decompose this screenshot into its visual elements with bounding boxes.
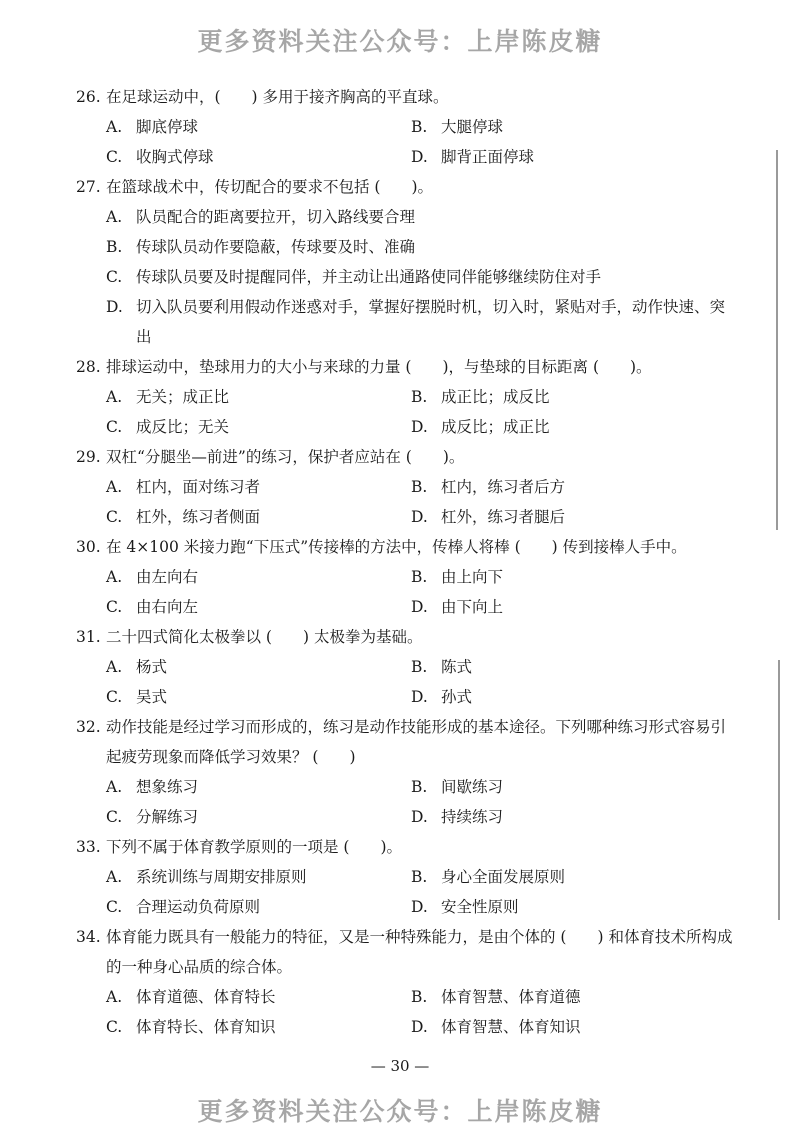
question-item <box>76 922 736 1042</box>
option-text: 无关；成正比 <box>136 388 230 406</box>
answer-option <box>106 892 411 922</box>
answer-option <box>411 592 716 622</box>
option-key: D. <box>411 418 428 436</box>
option-key: A. <box>106 568 123 586</box>
option-text: 杠外，练习者侧面 <box>136 508 261 526</box>
option-key: D. <box>411 1018 428 1036</box>
answer-option <box>106 382 411 412</box>
answer-option <box>411 682 716 712</box>
answer-option <box>106 502 411 532</box>
answer-option <box>106 472 411 502</box>
option-text: 由上向下 <box>441 568 504 586</box>
option-text: 持续练习 <box>441 808 504 826</box>
answer-option <box>411 892 716 922</box>
answer-option <box>411 652 716 682</box>
option-key: B. <box>411 988 428 1006</box>
answer-option <box>106 412 411 442</box>
option-key: A. <box>106 658 123 676</box>
option-key: C. <box>106 418 123 436</box>
answer-option <box>106 202 736 232</box>
answer-option <box>411 382 716 412</box>
answer-option <box>106 232 736 262</box>
option-text: 队员配合的距离要拉开，切入路线要合理 <box>136 208 416 226</box>
option-text: 体育特长、体育知识 <box>136 1018 276 1036</box>
answer-option <box>411 772 716 802</box>
answer-option <box>106 592 411 622</box>
option-text: 陈式 <box>441 658 473 676</box>
option-key: A. <box>106 388 123 406</box>
option-key: A. <box>106 208 123 226</box>
option-text: 体育智慧、体育道德 <box>441 988 581 1006</box>
question-stem <box>76 832 736 862</box>
option-group <box>76 202 736 352</box>
answer-option <box>106 562 411 592</box>
option-key: C. <box>106 1018 123 1036</box>
option-text: 成反比；无关 <box>136 418 230 436</box>
question-number: 33. <box>76 838 101 856</box>
question-text: 在 4×100 米接力跑“下压式”传接棒的方法中，传棒人将棒 ( ) 传到接棒人手中。 <box>106 538 687 556</box>
option-key: C. <box>106 268 123 286</box>
question-item <box>76 622 736 712</box>
option-text: 切入队员要利用假动作迷惑对手，掌握好摆脱时机，切入时，紧贴对手，动作快速、突出 <box>136 298 726 346</box>
option-text: 想象练习 <box>136 778 199 796</box>
answer-option <box>411 472 716 502</box>
question-text: 在篮球战术中，传切配合的要求不包括 ( )。 <box>106 178 434 196</box>
question-stem <box>76 532 736 562</box>
option-text: 脚底停球 <box>136 118 199 136</box>
answer-option <box>106 262 736 292</box>
question-text: 二十四式简化太极拳以 ( ) 太极拳为基础。 <box>106 628 423 646</box>
option-text: 体育道德、体育特长 <box>136 988 276 1006</box>
question-item <box>76 352 736 442</box>
option-key: A. <box>106 868 123 886</box>
option-key: B. <box>411 568 428 586</box>
option-key: B. <box>411 478 428 496</box>
question-item <box>76 712 736 832</box>
question-number: 28. <box>76 358 101 376</box>
question-number: 34. <box>76 928 101 946</box>
option-key: A. <box>106 478 123 496</box>
question-item <box>76 82 736 172</box>
option-text: 身心全面发展原则 <box>441 868 566 886</box>
answer-option <box>106 862 411 892</box>
option-group <box>76 562 736 622</box>
question-item <box>76 172 736 352</box>
answer-option <box>411 862 716 892</box>
question-stem <box>76 922 736 982</box>
option-key: A. <box>106 778 123 796</box>
answer-option <box>106 292 736 352</box>
option-text: 合理运动负荷原则 <box>136 898 261 916</box>
option-text: 成反比；成正比 <box>441 418 550 436</box>
option-text: 体育智慧、体育知识 <box>441 1018 581 1036</box>
answer-option <box>106 112 411 142</box>
answer-option <box>411 142 716 172</box>
scan-edge-line <box>778 660 780 920</box>
option-key: D. <box>411 808 428 826</box>
question-text: 动作技能是经过学习而形成的，练习是动作技能形成的基本途径。下列哪种练习形式容易引起疲劳现象而降低学习效果？ ( ) <box>106 718 727 766</box>
option-group <box>76 862 736 922</box>
option-key: D. <box>106 298 123 316</box>
option-key: C. <box>106 508 123 526</box>
option-text: 由右向左 <box>136 598 199 616</box>
question-number: 29. <box>76 448 101 466</box>
question-number: 27. <box>76 178 101 196</box>
answer-option <box>411 112 716 142</box>
option-key: A. <box>106 118 123 136</box>
option-text: 间歇练习 <box>441 778 504 796</box>
answer-option <box>106 802 411 832</box>
option-text: 收胸式停球 <box>136 148 214 166</box>
option-text: 杠内，练习者后方 <box>441 478 566 496</box>
answer-option <box>411 562 716 592</box>
question-text: 排球运动中，垫球用力的大小与来球的力量 ( )，与垫球的目标距离 ( )。 <box>106 358 652 376</box>
option-text: 由左向右 <box>136 568 199 586</box>
question-item <box>76 532 736 622</box>
question-item <box>76 442 736 532</box>
answer-option <box>106 142 411 172</box>
option-key: C. <box>106 808 123 826</box>
option-key: C. <box>106 688 123 706</box>
answer-option <box>106 652 411 682</box>
question-stem <box>76 442 736 472</box>
option-key: B. <box>411 778 428 796</box>
option-key: C. <box>106 898 123 916</box>
option-text: 孙式 <box>441 688 473 706</box>
question-list <box>76 82 736 1042</box>
option-text: 传球队员动作要隐蔽，传球要及时、准确 <box>136 238 416 256</box>
option-key: C. <box>106 598 123 616</box>
scan-edge-line <box>776 150 778 530</box>
answer-option <box>411 982 716 1012</box>
option-text: 由下向上 <box>441 598 504 616</box>
watermark-banner-bottom: 更多资料关注公众号：上岸陈皮糖 <box>197 1097 603 1126</box>
option-text: 传球队员要及时提醒同伴，并主动让出通路使同伴能够继续防住对手 <box>136 268 602 286</box>
option-key: B. <box>411 868 428 886</box>
answer-option <box>106 1012 411 1042</box>
option-key: A. <box>106 988 123 1006</box>
option-text: 杨式 <box>136 658 168 676</box>
question-number: 26. <box>76 88 101 106</box>
option-group <box>76 772 736 832</box>
option-text: 大腿停球 <box>441 118 504 136</box>
answer-option <box>106 682 411 712</box>
option-text: 安全性原则 <box>441 898 519 916</box>
question-stem <box>76 712 736 772</box>
option-text: 系统训练与周期安排原则 <box>136 868 307 886</box>
option-key: B. <box>411 118 428 136</box>
question-item <box>76 832 736 922</box>
option-key: B. <box>106 238 123 256</box>
answer-option <box>106 982 411 1012</box>
option-group <box>76 652 736 712</box>
option-text: 吴式 <box>136 688 168 706</box>
question-text: 在足球运动中，( ) 多用于接齐胸高的平直球。 <box>106 88 449 106</box>
option-group <box>76 112 736 172</box>
question-stem <box>76 172 736 202</box>
option-key: D. <box>411 598 428 616</box>
option-group <box>76 982 736 1042</box>
option-key: B. <box>411 388 428 406</box>
option-key: C. <box>106 148 123 166</box>
question-stem <box>76 352 736 382</box>
page-number: — 30 — <box>370 1057 430 1075</box>
question-number: 31. <box>76 628 101 646</box>
question-stem <box>76 82 736 112</box>
question-number: 32. <box>76 718 101 736</box>
option-text: 分解练习 <box>136 808 199 826</box>
option-group <box>76 382 736 442</box>
question-text: 下列不属于体育教学原则的一项是 ( )。 <box>106 838 403 856</box>
answer-option <box>411 412 716 442</box>
answer-option <box>411 1012 716 1042</box>
question-number: 30. <box>76 538 101 556</box>
answer-option <box>106 772 411 802</box>
answer-option <box>411 802 716 832</box>
answer-option <box>411 502 716 532</box>
option-text: 成正比；成反比 <box>441 388 550 406</box>
option-key: D. <box>411 508 428 526</box>
option-key: B. <box>411 658 428 676</box>
option-group <box>76 472 736 532</box>
watermark-banner-top: 更多资料关注公众号：上岸陈皮糖 <box>197 27 603 56</box>
option-text: 杠内，面对练习者 <box>136 478 261 496</box>
option-text: 脚背正面停球 <box>441 148 535 166</box>
question-stem <box>76 622 736 652</box>
option-key: D. <box>411 148 428 166</box>
question-text: 双杠“分腿坐—前进”的练习，保护者应站在 ( )。 <box>106 448 465 466</box>
option-key: D. <box>411 688 428 706</box>
question-text: 体育能力既具有一般能力的特征，又是一种特殊能力，是由个体的 ( ) 和体育技术所构成的一种身心品质的综合体。 <box>106 928 733 976</box>
option-key: D. <box>411 898 428 916</box>
option-text: 杠外，练习者腿后 <box>441 508 566 526</box>
